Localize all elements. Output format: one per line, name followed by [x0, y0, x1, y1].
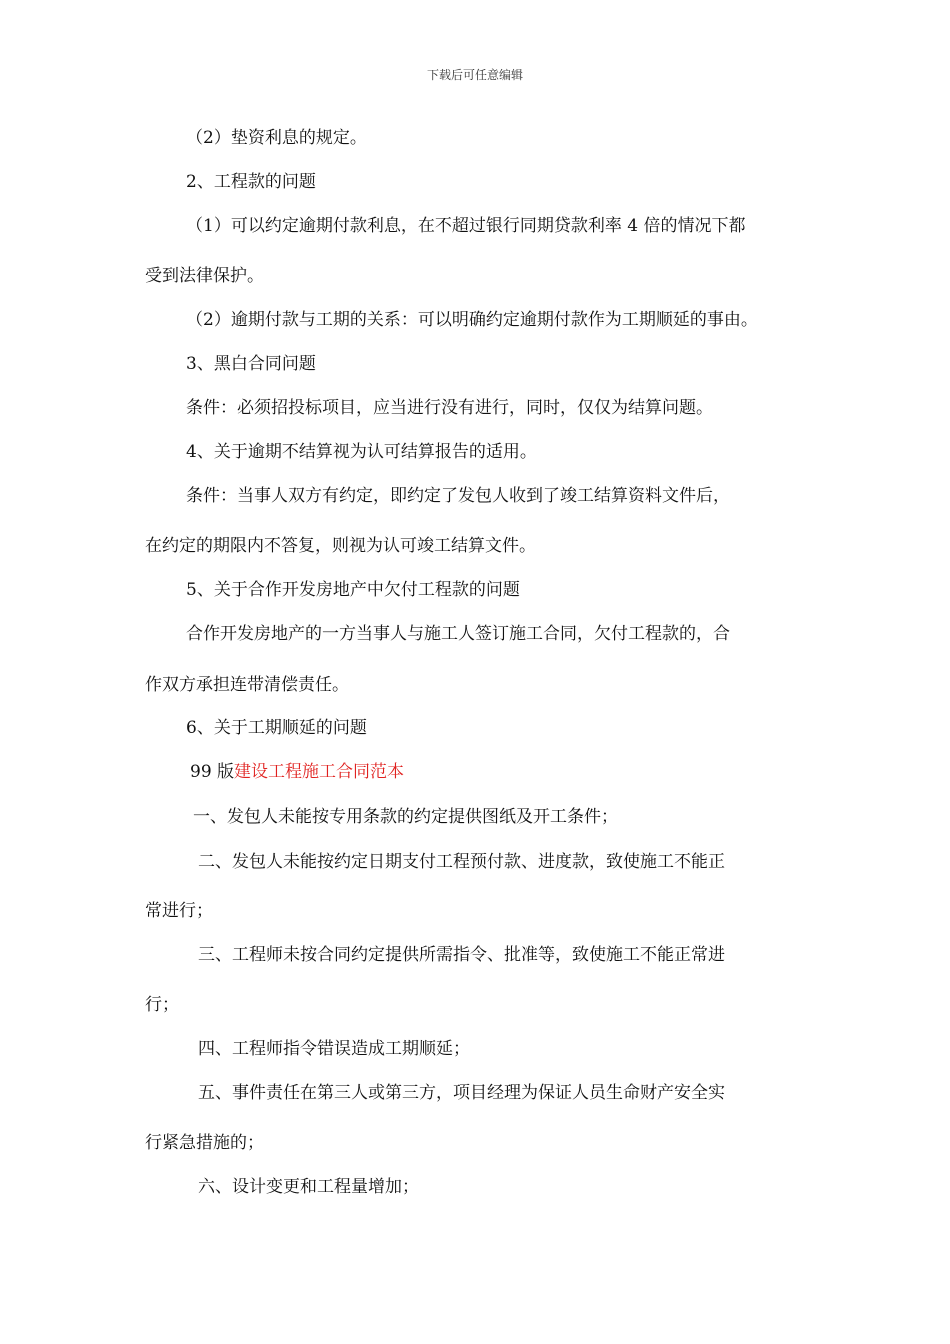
section-heading: 2、工程款的问题: [186, 172, 316, 192]
header-note: 下载后可任意编辑: [426, 68, 523, 82]
paragraph-line: 条件：当事人双方有约定，即约定了发包人收到了竣工结算资料文件后，: [186, 486, 730, 506]
paragraph-line: 条件：必须招投标项目，应当进行没有进行，同时，仅仅为结算问题。: [186, 398, 713, 418]
clause-line: 三、工程师未按合同约定提供所需指令、批准等，致使施工不能正常进: [198, 945, 725, 965]
clause-line: 行紧急措施的；: [145, 1133, 264, 1153]
section-heading: 3、黑白合同问题: [186, 354, 316, 374]
clause-line: 二、发包人未能按约定日期支付工程预付款、进度款，致使施工不能正: [198, 852, 725, 872]
section-heading: 5、关于合作开发房地产中欠付工程款的问题: [186, 580, 520, 600]
paragraph-line: 受到法律保护。: [145, 266, 264, 286]
paragraph-line: （2）垫资利息的规定。: [186, 128, 367, 148]
paragraph-line: 在约定的期限内不答复，则视为认可竣工结算文件。: [145, 536, 536, 556]
section-heading: 6、关于工期顺延的问题: [186, 718, 367, 738]
clause-line: 一、发包人未能按专用条款的约定提供图纸及开工条件；: [193, 807, 618, 827]
paragraph-line: 作双方承担连带清偿责任。: [145, 675, 349, 695]
clause-line: 四、工程师指令错误造成工期顺延；: [198, 1039, 470, 1059]
clause-line: 行；: [145, 995, 179, 1015]
paragraph-line: （1）可以约定逾期付款利息，在不超过银行同期贷款利率 4 倍的情况下都: [186, 216, 746, 236]
paragraph-line: （2）逾期付款与工期的关系：可以明确约定逾期付款作为工期顺延的事由。: [186, 310, 758, 330]
section-heading: 4、关于逾期不结算视为认可结算报告的适用。: [186, 442, 537, 462]
paragraph-line: 合作开发房地产的一方当事人与施工人签订施工合同，欠付工程款的，合: [186, 624, 730, 644]
contract-template-link[interactable]: 建设工程施工合同范本: [234, 762, 405, 782]
version-prefix: 99 版: [190, 762, 235, 782]
clause-line: 六、设计变更和工程量增加；: [198, 1177, 419, 1197]
clause-line: 常进行；: [145, 901, 213, 921]
clause-line: 五、事件责任在第三人或第三方，项目经理为保证人员生命财产安全实: [198, 1083, 725, 1103]
version-line: [190, 760, 404, 784]
